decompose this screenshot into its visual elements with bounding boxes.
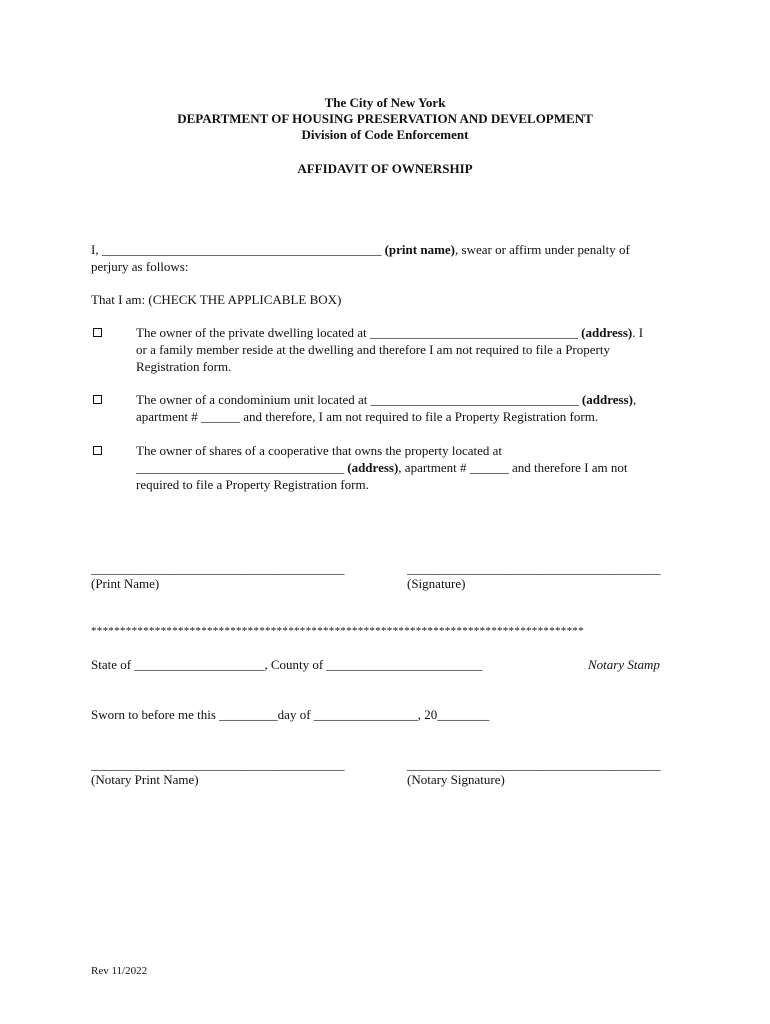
print-name-label: (Print Name): [91, 576, 160, 591]
address-hint: (address): [581, 325, 633, 340]
notary-print-name-label: (Notary Print Name): [91, 772, 199, 787]
address-hint: (address): [581, 392, 633, 407]
option-3-text-end: , apartment # ______ and therefore I am not: [398, 460, 628, 475]
intro-line-1: [91, 241, 630, 258]
option-2-text-start: The owner of a condominium unit located at ________________________________: [136, 392, 582, 407]
notary-signature-label: (Notary Signature): [407, 772, 505, 787]
option-2-text-end: ,: [632, 392, 637, 407]
revision-label: Rev 11/2022: [91, 965, 148, 977]
option-cooperative: [136, 442, 628, 493]
intro-paragraph: [91, 241, 630, 275]
city-heading: The City of New York: [324, 95, 446, 110]
state-county-line[interactable]: State of ____________________, County of ________________________: [91, 657, 483, 672]
option-condominium: [136, 391, 636, 425]
division-heading: Division of Code Enforcement: [301, 127, 469, 142]
option-2-line-1: [136, 391, 636, 408]
intro-line-1-start: I, ___________________________________________: [91, 242, 385, 257]
option-1-line-2: or a family member reside at the dwelling and therefore I am not required to file a Property: [136, 342, 610, 357]
option-3-text-start: ________________________________: [136, 460, 348, 475]
notary-signature-line[interactable]: _______________________________________: [407, 757, 661, 772]
intro-line-1-end: , swear or affirm under penalty of: [455, 242, 630, 257]
signature-line[interactable]: _______________________________________: [407, 561, 661, 576]
form-title: AFFIDAVIT OF OWNERSHIP: [297, 161, 473, 176]
option-2-line-2: apartment # ______ and therefore, I am not required to file a Property Registration form.: [136, 409, 599, 424]
signature-label: (Signature): [407, 576, 466, 591]
notary-stamp-label: Notary Stamp: [588, 657, 660, 672]
department-heading: DEPARTMENT OF HOUSING PRESERVATION AND DEVELOPMENT: [177, 111, 593, 126]
option-1-text-start: The owner of the private dwelling located at ________________________________: [136, 325, 582, 340]
option-3-line-3: required to file a Property Registration form.: [136, 477, 369, 492]
option-3-line-1: The owner of shares of a cooperative that owns the property located at: [136, 443, 503, 458]
option-1-text-end: . I: [632, 325, 644, 340]
checkbox-condominium[interactable]: [93, 395, 102, 404]
option-1-line-3: Registration form.: [136, 359, 232, 374]
checkbox-private-dwelling[interactable]: [93, 328, 102, 337]
checkbox-cooperative[interactable]: [93, 446, 102, 455]
print-name-hint: (print name): [384, 242, 456, 257]
option-private-dwelling: [136, 324, 643, 375]
option-3-line-2: [136, 459, 628, 476]
check-instruction: That I am: (CHECK THE APPLICABLE BOX): [91, 292, 342, 307]
notary-print-name-line[interactable]: _______________________________________: [91, 757, 345, 772]
option-1-line-1: [136, 324, 643, 341]
address-hint: (address): [347, 460, 399, 475]
asterisk-separator: *************************************************************************************: [91, 625, 584, 637]
intro-line-2: perjury as follows:: [91, 259, 189, 274]
sworn-line[interactable]: Sworn to before me this _________day of ________________, 20________: [91, 707, 490, 722]
print-name-line[interactable]: _______________________________________: [91, 561, 345, 576]
